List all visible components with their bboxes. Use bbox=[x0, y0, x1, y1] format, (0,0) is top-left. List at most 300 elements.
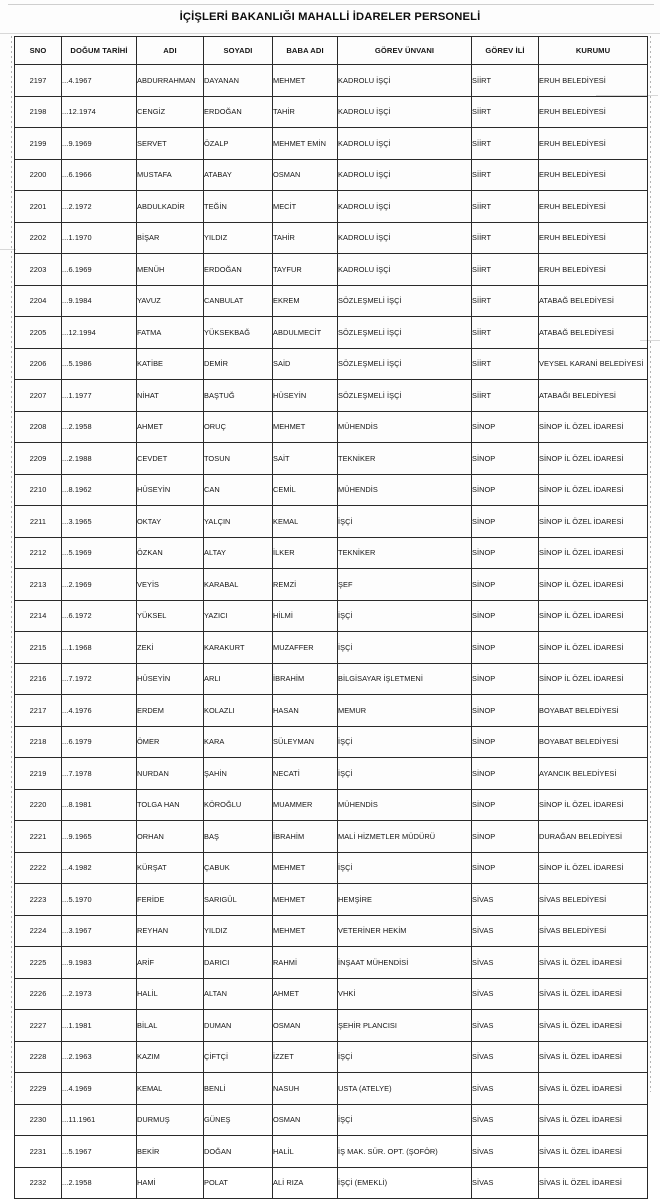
cell-unvan: MÜHENDİS bbox=[338, 474, 472, 506]
cell-gil: SİVAS bbox=[472, 1136, 539, 1168]
cell-kurum: BOYABAT BELEDİYESİ bbox=[539, 726, 648, 758]
cell-dogum: ...4.1969 bbox=[62, 1073, 137, 1105]
cell-kurum: SİNOP İL ÖZEL İDARESİ bbox=[539, 569, 648, 601]
table-row bbox=[15, 978, 648, 1010]
cell-unvan: İŞÇİ bbox=[338, 1104, 472, 1136]
table-row bbox=[15, 758, 648, 790]
cell-adi: BEKİR bbox=[137, 1136, 204, 1168]
cell-dogum: ...8.1981 bbox=[62, 789, 137, 821]
cell-kurum: ERUH BELEDİYESİ bbox=[539, 159, 648, 191]
cell-adi: CENGİZ bbox=[137, 96, 204, 128]
cell-baba: OSMAN bbox=[273, 159, 338, 191]
cell-gil: SİİRT bbox=[472, 159, 539, 191]
cell-adi: ÖZKAN bbox=[137, 537, 204, 569]
cell-sno: 2204 bbox=[15, 285, 62, 317]
cell-kurum: ATABAĞ BELEDİYESİ bbox=[539, 285, 648, 317]
cell-dogum: ...5.1967 bbox=[62, 1136, 137, 1168]
cell-soyadi: DAYANAN bbox=[204, 65, 273, 97]
cell-kurum: SİNOP İL ÖZEL İDARESİ bbox=[539, 663, 648, 695]
cell-dogum: ...8.1962 bbox=[62, 474, 137, 506]
cell-kurum: ERUH BELEDİYESİ bbox=[539, 254, 648, 286]
cell-soyadi: POLAT bbox=[204, 1167, 273, 1199]
table-row bbox=[15, 506, 648, 538]
cell-unvan: İŞÇİ bbox=[338, 852, 472, 884]
cell-dogum: ...2.1972 bbox=[62, 191, 137, 223]
cell-kurum: SİNOP İL ÖZEL İDARESİ bbox=[539, 411, 648, 443]
cell-dogum: ...9.1983 bbox=[62, 947, 137, 979]
cell-adi: MENÜH bbox=[137, 254, 204, 286]
cell-soyadi: ORUÇ bbox=[204, 411, 273, 443]
cell-dogum: ...6.1969 bbox=[62, 254, 137, 286]
table-row bbox=[15, 632, 648, 664]
cell-dogum: ...11.1961 bbox=[62, 1104, 137, 1136]
table-row bbox=[15, 1136, 648, 1168]
column-header-kurum: KURUMU bbox=[539, 37, 648, 65]
cell-dogum: ...4.1976 bbox=[62, 695, 137, 727]
scan-artifact-streak bbox=[0, 33, 660, 34]
cell-unvan: SÖZLEŞMELİ İŞÇİ bbox=[338, 317, 472, 349]
cell-soyadi: CAN bbox=[204, 474, 273, 506]
cell-adi: ARİF bbox=[137, 947, 204, 979]
personnel-table-container bbox=[14, 36, 647, 1199]
cell-soyadi: BAŞTUĞ bbox=[204, 380, 273, 412]
cell-unvan: İŞ MAK. SÜR. OPT. (ŞOFÖR) bbox=[338, 1136, 472, 1168]
cell-unvan: USTA (ATELYE) bbox=[338, 1073, 472, 1105]
cell-sno: 2211 bbox=[15, 506, 62, 538]
cell-gil: SİNOP bbox=[472, 852, 539, 884]
cell-sno: 2208 bbox=[15, 411, 62, 443]
cell-adi: AHMET bbox=[137, 411, 204, 443]
cell-gil: SİVAS bbox=[472, 884, 539, 916]
cell-soyadi: ÇİFTÇİ bbox=[204, 1041, 273, 1073]
cell-kurum: BOYABAT BELEDİYESİ bbox=[539, 695, 648, 727]
table-row bbox=[15, 348, 648, 380]
cell-baba: MUZAFFER bbox=[273, 632, 338, 664]
scan-edge-left bbox=[11, 36, 12, 1092]
scan-edge-line bbox=[8, 4, 654, 5]
column-header-sno: SNO bbox=[15, 37, 62, 65]
cell-soyadi: ERDOĞAN bbox=[204, 254, 273, 286]
cell-soyadi: YAZICI bbox=[204, 600, 273, 632]
cell-baba: TAYFUR bbox=[273, 254, 338, 286]
table-row bbox=[15, 600, 648, 632]
cell-soyadi: KARAKURT bbox=[204, 632, 273, 664]
table-row bbox=[15, 852, 648, 884]
cell-adi: NURDAN bbox=[137, 758, 204, 790]
cell-gil: SİİRT bbox=[472, 96, 539, 128]
cell-kurum: ATABAĞI BELEDİYESİ bbox=[539, 380, 648, 412]
cell-unvan: İŞÇİ bbox=[338, 726, 472, 758]
cell-adi: YAVUZ bbox=[137, 285, 204, 317]
cell-sno: 2202 bbox=[15, 222, 62, 254]
cell-gil: SİNOP bbox=[472, 411, 539, 443]
cell-baba: MECİT bbox=[273, 191, 338, 223]
table-header bbox=[15, 37, 648, 65]
cell-baba: HASAN bbox=[273, 695, 338, 727]
cell-soyadi: SARIGÜL bbox=[204, 884, 273, 916]
cell-dogum: ...2.1973 bbox=[62, 978, 137, 1010]
cell-dogum: ...2.1988 bbox=[62, 443, 137, 475]
cell-baba: HÜSEYİN bbox=[273, 380, 338, 412]
cell-unvan: İŞÇİ bbox=[338, 600, 472, 632]
scan-edge-right bbox=[650, 36, 651, 1092]
cell-sno: 2206 bbox=[15, 348, 62, 380]
table-row bbox=[15, 254, 648, 286]
cell-baba: SAİT bbox=[273, 443, 338, 475]
cell-baba: ALİ RIZA bbox=[273, 1167, 338, 1199]
cell-soyadi: YÜKSEKBAĞ bbox=[204, 317, 273, 349]
cell-kurum: SİNOP İL ÖZEL İDARESİ bbox=[539, 632, 648, 664]
cell-unvan: SÖZLEŞMELİ İŞÇİ bbox=[338, 348, 472, 380]
cell-dogum: ...1.1977 bbox=[62, 380, 137, 412]
column-header-baba: BABA ADI bbox=[273, 37, 338, 65]
cell-adi: DURMUŞ bbox=[137, 1104, 204, 1136]
cell-dogum: ...1.1970 bbox=[62, 222, 137, 254]
cell-gil: SİVAS bbox=[472, 947, 539, 979]
table-row bbox=[15, 789, 648, 821]
personnel-table bbox=[14, 36, 648, 1199]
document-title: İÇİŞLERİ BAKANLIĞI MAHALLİ İDARELER PERSONELİ bbox=[179, 11, 481, 23]
table-row bbox=[15, 1167, 648, 1199]
cell-soyadi: ALTAY bbox=[204, 537, 273, 569]
cell-soyadi: TOSUN bbox=[204, 443, 273, 475]
cell-kurum: SİVAS İL ÖZEL İDARESİ bbox=[539, 947, 648, 979]
cell-kurum: SİNOP İL ÖZEL İDARESİ bbox=[539, 852, 648, 884]
cell-dogum: ...12.1974 bbox=[62, 96, 137, 128]
cell-soyadi: KÖROĞLU bbox=[204, 789, 273, 821]
cell-gil: SİNOP bbox=[472, 663, 539, 695]
cell-unvan: TEKNİKER bbox=[338, 537, 472, 569]
cell-unvan: KADROLU İŞÇİ bbox=[338, 159, 472, 191]
cell-baba: EKREM bbox=[273, 285, 338, 317]
table-header-row bbox=[15, 37, 648, 65]
cell-dogum: ...9.1969 bbox=[62, 128, 137, 160]
cell-baba: SAİD bbox=[273, 348, 338, 380]
cell-adi: HALİL bbox=[137, 978, 204, 1010]
cell-kurum: SİVAS İL ÖZEL İDARESİ bbox=[539, 1167, 648, 1199]
cell-gil: SİİRT bbox=[472, 65, 539, 97]
cell-baba: HALİL bbox=[273, 1136, 338, 1168]
cell-soyadi: BENLİ bbox=[204, 1073, 273, 1105]
cell-adi: BİLAL bbox=[137, 1010, 204, 1042]
cell-sno: 2218 bbox=[15, 726, 62, 758]
cell-dogum: ...7.1978 bbox=[62, 758, 137, 790]
table-row bbox=[15, 96, 648, 128]
table-row bbox=[15, 884, 648, 916]
cell-gil: SİNOP bbox=[472, 600, 539, 632]
cell-gil: SİVAS bbox=[472, 1073, 539, 1105]
cell-gil: SİNOP bbox=[472, 632, 539, 664]
cell-sno: 2215 bbox=[15, 632, 62, 664]
table-row bbox=[15, 569, 648, 601]
table-row bbox=[15, 947, 648, 979]
cell-soyadi: YILDIZ bbox=[204, 915, 273, 947]
column-header-dogum: DOĞUM TARİHİ bbox=[62, 37, 137, 65]
table-row bbox=[15, 128, 648, 160]
cell-kurum: SİNOP İL ÖZEL İDARESİ bbox=[539, 443, 648, 475]
cell-unvan: BİLGİSAYAR İŞLETMENİ bbox=[338, 663, 472, 695]
cell-gil: SİİRT bbox=[472, 380, 539, 412]
cell-baba: İLKER bbox=[273, 537, 338, 569]
cell-unvan: VHKİ bbox=[338, 978, 472, 1010]
cell-sno: 2219 bbox=[15, 758, 62, 790]
cell-gil: SİİRT bbox=[472, 128, 539, 160]
column-header-adi: ADI bbox=[137, 37, 204, 65]
cell-baba: MEHMET bbox=[273, 915, 338, 947]
cell-baba: MUAMMER bbox=[273, 789, 338, 821]
cell-adi: OKTAY bbox=[137, 506, 204, 538]
cell-kurum: SİVAS İL ÖZEL İDARESİ bbox=[539, 1010, 648, 1042]
cell-unvan: KADROLU İŞÇİ bbox=[338, 222, 472, 254]
cell-baba: NASUH bbox=[273, 1073, 338, 1105]
cell-soyadi: DOĞAN bbox=[204, 1136, 273, 1168]
cell-soyadi: DEMİR bbox=[204, 348, 273, 380]
cell-baba: HİLMİ bbox=[273, 600, 338, 632]
cell-gil: SİNOP bbox=[472, 506, 539, 538]
cell-kurum: ERUH BELEDİYESİ bbox=[539, 222, 648, 254]
cell-sno: 2205 bbox=[15, 317, 62, 349]
cell-adi: ABDURRAHMAN bbox=[137, 65, 204, 97]
cell-adi: HAMİ bbox=[137, 1167, 204, 1199]
cell-kurum: SİVAS İL ÖZEL İDARESİ bbox=[539, 1104, 648, 1136]
table-row bbox=[15, 537, 648, 569]
cell-baba: MEHMET EMİN bbox=[273, 128, 338, 160]
cell-soyadi: ATABAY bbox=[204, 159, 273, 191]
cell-gil: SİİRT bbox=[472, 285, 539, 317]
cell-unvan: KADROLU İŞÇİ bbox=[338, 254, 472, 286]
cell-unvan: MÜHENDİS bbox=[338, 411, 472, 443]
cell-adi: HÜSEYİN bbox=[137, 474, 204, 506]
cell-soyadi: KOLAZLI bbox=[204, 695, 273, 727]
cell-sno: 2230 bbox=[15, 1104, 62, 1136]
cell-sno: 2221 bbox=[15, 821, 62, 853]
table-row bbox=[15, 285, 648, 317]
table-row bbox=[15, 915, 648, 947]
table-row bbox=[15, 191, 648, 223]
cell-gil: SİNOP bbox=[472, 569, 539, 601]
cell-kurum: SİNOP İL ÖZEL İDARESİ bbox=[539, 537, 648, 569]
cell-adi: KATİBE bbox=[137, 348, 204, 380]
cell-gil: SİVAS bbox=[472, 978, 539, 1010]
cell-soyadi: KARABAL bbox=[204, 569, 273, 601]
cell-gil: SİVAS bbox=[472, 1041, 539, 1073]
cell-adi: REYHAN bbox=[137, 915, 204, 947]
cell-baba: TAHİR bbox=[273, 96, 338, 128]
cell-kurum: SİNOP İL ÖZEL İDARESİ bbox=[539, 506, 648, 538]
cell-kurum: ERUH BELEDİYESİ bbox=[539, 191, 648, 223]
table-row bbox=[15, 663, 648, 695]
cell-gil: SİNOP bbox=[472, 726, 539, 758]
cell-soyadi: ŞAHİN bbox=[204, 758, 273, 790]
cell-baba: CEMİL bbox=[273, 474, 338, 506]
cell-baba: REMZİ bbox=[273, 569, 338, 601]
cell-adi: FATMA bbox=[137, 317, 204, 349]
cell-baba: KEMAL bbox=[273, 506, 338, 538]
cell-unvan: İŞÇİ bbox=[338, 506, 472, 538]
cell-sno: 2212 bbox=[15, 537, 62, 569]
cell-adi: MUSTAFA bbox=[137, 159, 204, 191]
cell-baba: SÜLEYMAN bbox=[273, 726, 338, 758]
cell-dogum: ...12.1994 bbox=[62, 317, 137, 349]
cell-dogum: ...9.1965 bbox=[62, 821, 137, 853]
cell-baba: MEHMET bbox=[273, 411, 338, 443]
table-row bbox=[15, 159, 648, 191]
cell-dogum: ...3.1965 bbox=[62, 506, 137, 538]
cell-gil: SİNOP bbox=[472, 474, 539, 506]
cell-kurum: ATABAĞ BELEDİYESİ bbox=[539, 317, 648, 349]
cell-adi: ZEKİ bbox=[137, 632, 204, 664]
cell-adi: ABDULKADİR bbox=[137, 191, 204, 223]
table-row bbox=[15, 474, 648, 506]
cell-sno: 2227 bbox=[15, 1010, 62, 1042]
cell-kurum: DURAĞAN BELEDİYESİ bbox=[539, 821, 648, 853]
cell-unvan: İŞÇİ bbox=[338, 758, 472, 790]
cell-adi: SERVET bbox=[137, 128, 204, 160]
cell-gil: SİİRT bbox=[472, 254, 539, 286]
table-row bbox=[15, 695, 648, 727]
cell-dogum: ...2.1969 bbox=[62, 569, 137, 601]
cell-unvan: KADROLU İŞÇİ bbox=[338, 128, 472, 160]
cell-soyadi: TEĞİN bbox=[204, 191, 273, 223]
cell-sno: 2224 bbox=[15, 915, 62, 947]
cell-sno: 2220 bbox=[15, 789, 62, 821]
cell-baba: TAHİR bbox=[273, 222, 338, 254]
cell-adi: ORHAN bbox=[137, 821, 204, 853]
cell-dogum: ...5.1970 bbox=[62, 884, 137, 916]
cell-dogum: ...6.1979 bbox=[62, 726, 137, 758]
cell-kurum: SİVAS BELEDİYESİ bbox=[539, 884, 648, 916]
cell-baba: MEHMET bbox=[273, 884, 338, 916]
cell-dogum: ...6.1972 bbox=[62, 600, 137, 632]
table-row bbox=[15, 411, 648, 443]
cell-baba: OSMAN bbox=[273, 1010, 338, 1042]
cell-gil: SİİRT bbox=[472, 191, 539, 223]
cell-unvan: KADROLU İŞÇİ bbox=[338, 191, 472, 223]
cell-gil: SİİRT bbox=[472, 348, 539, 380]
table-body bbox=[15, 65, 648, 1199]
cell-gil: SİNOP bbox=[472, 789, 539, 821]
cell-baba: OSMAN bbox=[273, 1104, 338, 1136]
cell-baba: NECATİ bbox=[273, 758, 338, 790]
table-row bbox=[15, 1010, 648, 1042]
cell-sno: 2225 bbox=[15, 947, 62, 979]
cell-kurum: SİVAS İL ÖZEL İDARESİ bbox=[539, 978, 648, 1010]
table-row bbox=[15, 726, 648, 758]
table-row bbox=[15, 317, 648, 349]
cell-gil: SİNOP bbox=[472, 443, 539, 475]
cell-kurum: AYANCIK BELEDİYESİ bbox=[539, 758, 648, 790]
cell-kurum: SİNOP İL ÖZEL İDARESİ bbox=[539, 789, 648, 821]
cell-gil: SİVAS bbox=[472, 915, 539, 947]
cell-gil: SİİRT bbox=[472, 222, 539, 254]
cell-baba: AHMET bbox=[273, 978, 338, 1010]
cell-unvan: İŞÇİ bbox=[338, 1041, 472, 1073]
cell-adi: HÜSEYİN bbox=[137, 663, 204, 695]
cell-adi: VEYİS bbox=[137, 569, 204, 601]
cell-sno: 2209 bbox=[15, 443, 62, 475]
cell-kurum: SİNOP İL ÖZEL İDARESİ bbox=[539, 600, 648, 632]
cell-sno: 2200 bbox=[15, 159, 62, 191]
cell-sno: 2229 bbox=[15, 1073, 62, 1105]
cell-soyadi: ERDOĞAN bbox=[204, 96, 273, 128]
cell-soyadi: DUMAN bbox=[204, 1010, 273, 1042]
cell-adi: YÜKSEL bbox=[137, 600, 204, 632]
cell-dogum: ...4.1982 bbox=[62, 852, 137, 884]
cell-unvan: TEKNİKER bbox=[338, 443, 472, 475]
cell-unvan: SÖZLEŞMELİ İŞÇİ bbox=[338, 285, 472, 317]
cell-soyadi: YALÇIN bbox=[204, 506, 273, 538]
cell-sno: 2223 bbox=[15, 884, 62, 916]
cell-dogum: ...1.1968 bbox=[62, 632, 137, 664]
cell-soyadi: CANBULAT bbox=[204, 285, 273, 317]
cell-adi: ERDEM bbox=[137, 695, 204, 727]
cell-kurum: ERUH BELEDİYESİ bbox=[539, 65, 648, 97]
cell-unvan: İŞÇİ bbox=[338, 632, 472, 664]
cell-sno: 2210 bbox=[15, 474, 62, 506]
cell-sno: 2203 bbox=[15, 254, 62, 286]
cell-baba: İZZET bbox=[273, 1041, 338, 1073]
cell-unvan: SÖZLEŞMELİ İŞÇİ bbox=[338, 380, 472, 412]
cell-baba: RAHMİ bbox=[273, 947, 338, 979]
cell-kurum: ERUH BELEDİYESİ bbox=[539, 96, 648, 128]
cell-unvan: İŞÇİ (EMEKLİ) bbox=[338, 1167, 472, 1199]
cell-dogum: ...1.1981 bbox=[62, 1010, 137, 1042]
cell-unvan: HEMŞİRE bbox=[338, 884, 472, 916]
cell-kurum: SİVAS İL ÖZEL İDARESİ bbox=[539, 1073, 648, 1105]
column-header-unvan: GÖREV ÜNVANI bbox=[338, 37, 472, 65]
cell-gil: SİİRT bbox=[472, 317, 539, 349]
cell-unvan: VETERİNER HEKİM bbox=[338, 915, 472, 947]
cell-baba: MEHMET bbox=[273, 852, 338, 884]
cell-soyadi: DARICI bbox=[204, 947, 273, 979]
cell-sno: 2198 bbox=[15, 96, 62, 128]
cell-sno: 2207 bbox=[15, 380, 62, 412]
cell-baba: İBRAHİM bbox=[273, 663, 338, 695]
cell-sno: 2222 bbox=[15, 852, 62, 884]
cell-dogum: ...5.1986 bbox=[62, 348, 137, 380]
table-row bbox=[15, 222, 648, 254]
cell-kurum: SİVAS İL ÖZEL İDARESİ bbox=[539, 1041, 648, 1073]
cell-soyadi: ALTAN bbox=[204, 978, 273, 1010]
cell-baba: ABDULMECİT bbox=[273, 317, 338, 349]
table-row bbox=[15, 443, 648, 475]
cell-soyadi: KARA bbox=[204, 726, 273, 758]
cell-unvan: ŞEF bbox=[338, 569, 472, 601]
cell-unvan: KADROLU İŞÇİ bbox=[338, 96, 472, 128]
cell-adi: BİŞAR bbox=[137, 222, 204, 254]
cell-dogum: ...7.1972 bbox=[62, 663, 137, 695]
cell-adi: KÜRŞAT bbox=[137, 852, 204, 884]
table-row bbox=[15, 65, 648, 97]
cell-soyadi: GÜNEŞ bbox=[204, 1104, 273, 1136]
cell-unvan: MÜHENDİS bbox=[338, 789, 472, 821]
cell-unvan: MALİ HİZMETLER MÜDÜRÜ bbox=[338, 821, 472, 853]
cell-adi: KEMAL bbox=[137, 1073, 204, 1105]
cell-dogum: ...6.1966 bbox=[62, 159, 137, 191]
cell-adi: CEVDET bbox=[137, 443, 204, 475]
cell-kurum: SİVAS İL ÖZEL İDARESİ bbox=[539, 1136, 648, 1168]
cell-soyadi: ÇABUK bbox=[204, 852, 273, 884]
cell-dogum: ...9.1984 bbox=[62, 285, 137, 317]
cell-adi: TOLGA HAN bbox=[137, 789, 204, 821]
cell-kurum: SİNOP İL ÖZEL İDARESİ bbox=[539, 474, 648, 506]
table-row bbox=[15, 1041, 648, 1073]
cell-sno: 2201 bbox=[15, 191, 62, 223]
cell-baba: İBRAHİM bbox=[273, 821, 338, 853]
cell-adi: KAZIM bbox=[137, 1041, 204, 1073]
cell-gil: SİNOP bbox=[472, 821, 539, 853]
cell-kurum: ERUH BELEDİYESİ bbox=[539, 128, 648, 160]
